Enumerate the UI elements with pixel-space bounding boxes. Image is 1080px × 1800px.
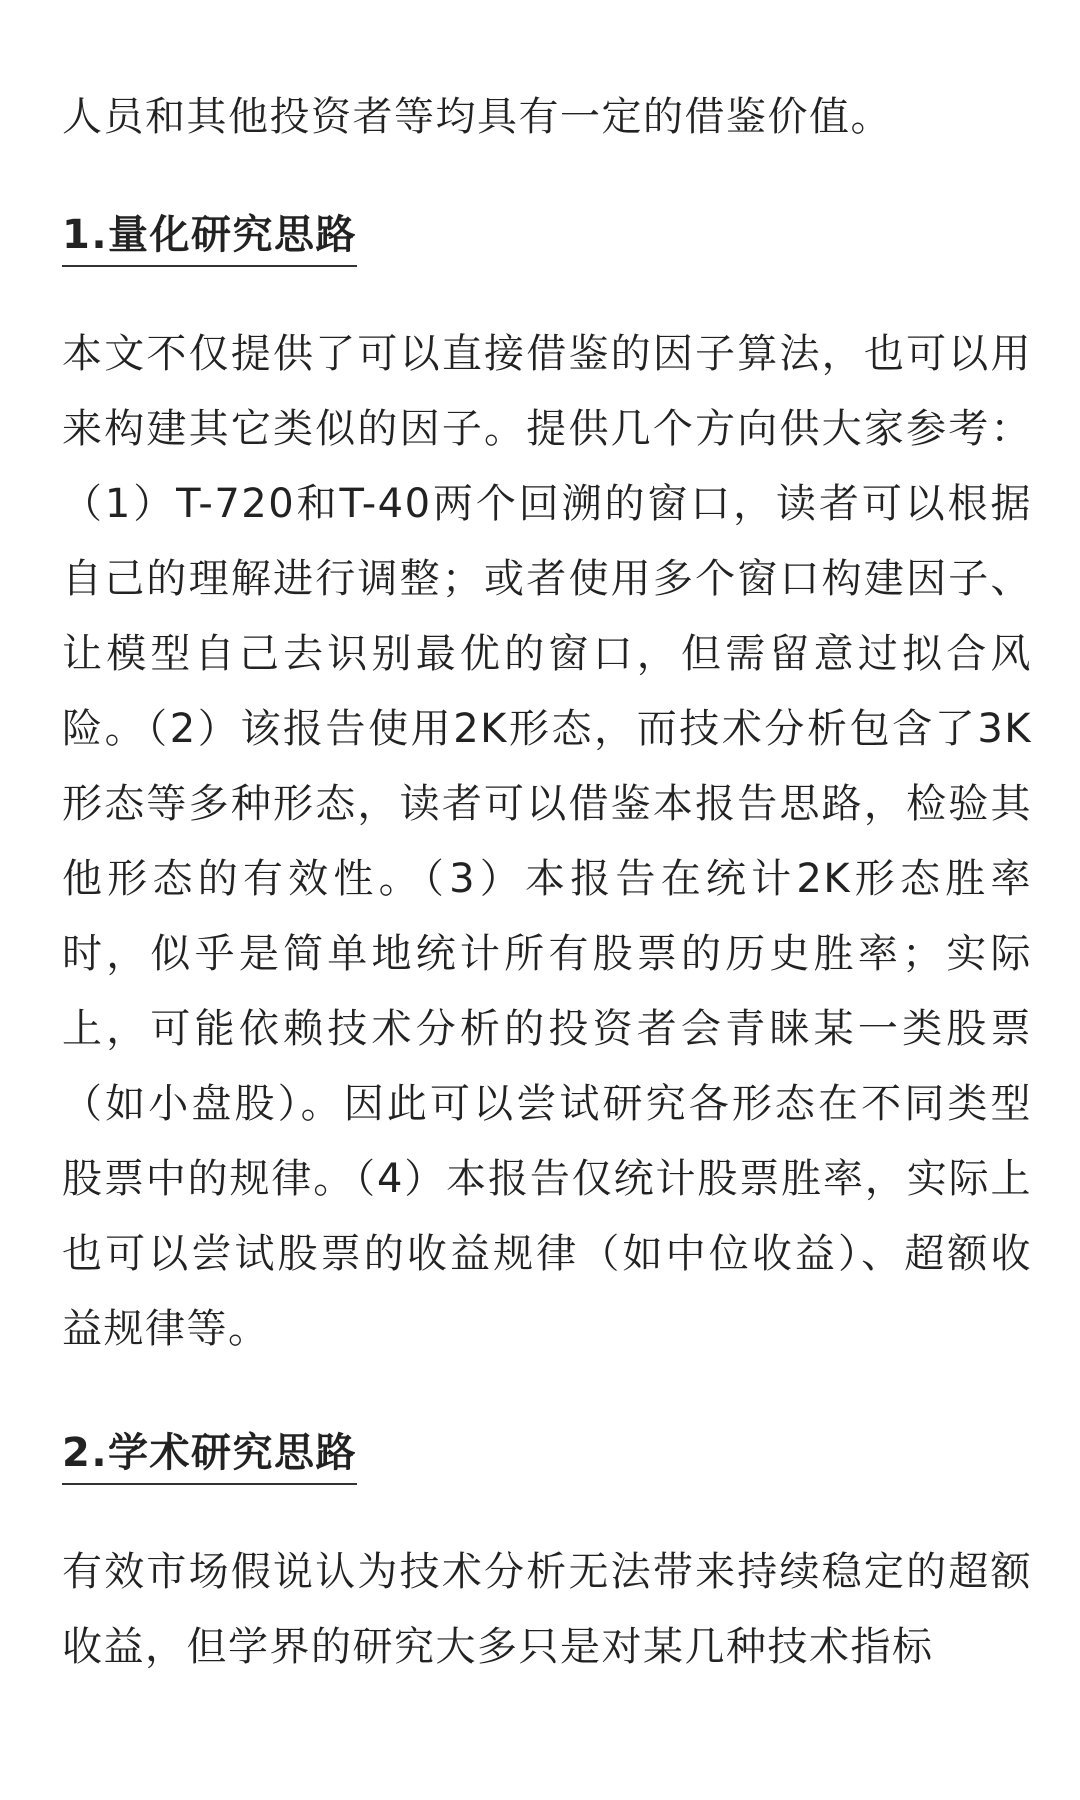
article-body — [62, 80, 1032, 1685]
section-paragraph-quant-research: 本文不仅提供了可以直接借鉴的因子算法，也可以用来构建其它类似的因子。提供几个方向供大家参考：（1）T-720和T-40两个回溯的窗口，读者可以根据自己的理解进行调整；或者使用多个窗口构建因子、让模型自己去识别最优的窗口，但需留意过拟合风险。（2）该报告使用2K形态，而技术分析包含了3K形态等多种形态，读者可以借鉴本报告思路，检验其他形态的有效性。（3）本报告在统计2K形态胜率时，似乎是简单地统计所有股票的历史胜率；实际上，可能依赖技术分析的投资者会青睐某一类股票（如小盘股）。因此可以尝试研究各形态在不同类型股票中的规律。（4）本报告仅统计股票胜率，实际上也可以尝试股票的收益规律（如中位收益）、超额收益规律等。 — [62, 331, 1032, 1352]
section-heading-academic-research: 2.学术研究思路 — [62, 1425, 357, 1485]
intro-paragraph-tail: 人员和其他投资者等均具有一定的借鉴价值。 — [62, 94, 892, 140]
section-2-heading-wrap — [62, 1425, 1032, 1485]
section-heading-quant-research: 1.量化研究思路 — [62, 207, 357, 267]
section-paragraph-academic-research: 有效市场假说认为技术分析无法带来持续稳定的超额收益，但学界的研究大多只是对某几种技术指标 — [62, 1549, 1032, 1670]
section-1-heading-wrap — [62, 207, 1032, 267]
